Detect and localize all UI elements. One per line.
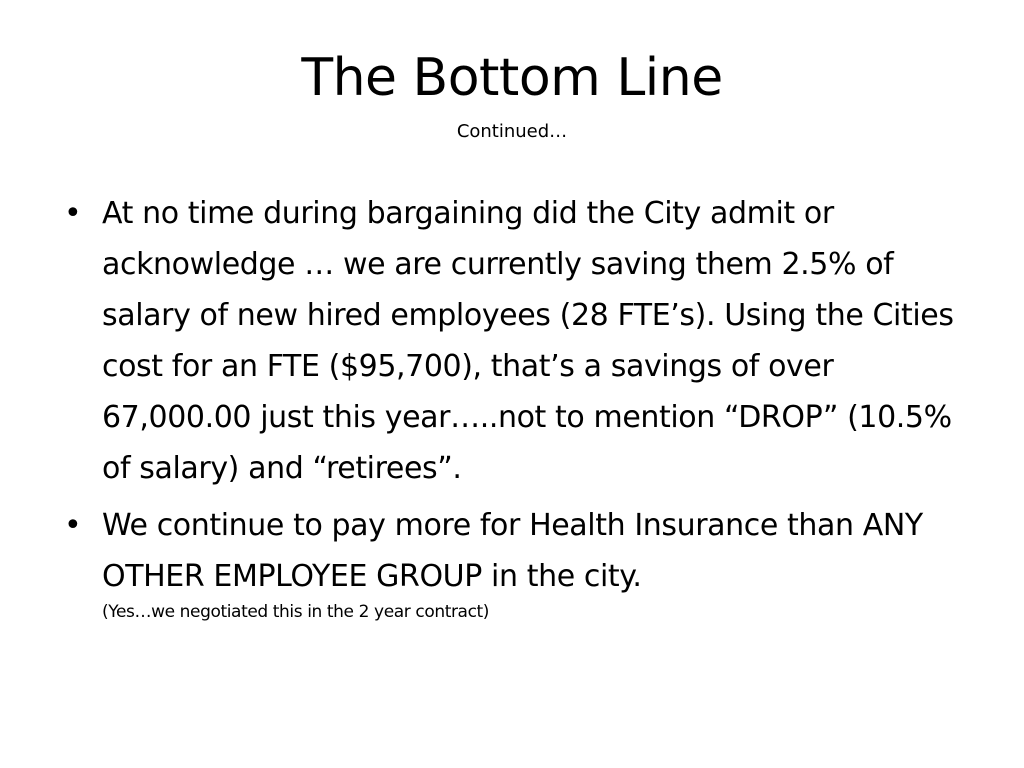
bullet-text: We continue to pay more for Health Insurance than ANY OTHER EMPLOYEE GROUP in the city. xyxy=(102,508,923,594)
bullet-text: At no time during bargaining did the City admit or acknowledge … we are currently saving them 2.5% of salary of new hired employees (28 FTE’s). Using the Cities cost for an FTE ($95,700), that’s a savings of over 67,000.00 just this year…..not to mention “DROP” (10.5% of salary) and “retirees”. xyxy=(102,196,954,486)
bullet-text-wrapper xyxy=(102,500,972,626)
bullet-icon: • xyxy=(64,508,82,543)
bullet-note: (Yes…we negotiated this in the 2 year contract) xyxy=(102,602,490,622)
bullet-icon: • xyxy=(64,196,82,231)
slide-subtitle: Continued… xyxy=(456,121,568,142)
slide-title: The Bottom Line xyxy=(301,48,723,108)
bullet-item-2 xyxy=(62,500,972,626)
bullet-list xyxy=(62,188,972,626)
bullet-item-1 xyxy=(62,188,972,494)
